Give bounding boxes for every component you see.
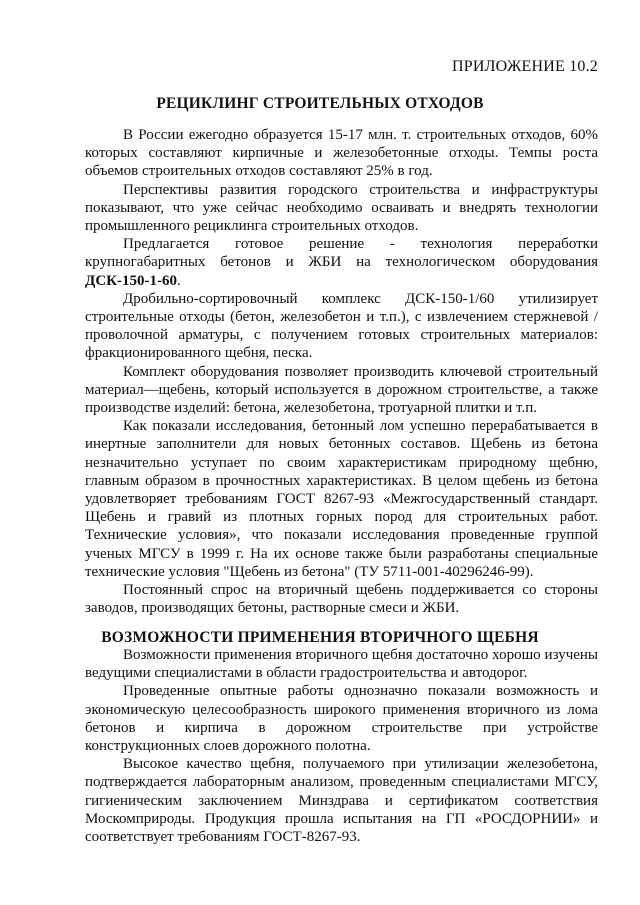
appendix-label: ПРИЛОЖЕНИЕ 10.2: [451, 58, 598, 75]
section-body-recycling: [85, 126, 598, 617]
paragraph: Проведенные опытные работы однозначно показали возможность и экономическую целесообразность широкого применения вторичного из лома бетонов и кирпича в дорожном строительстве при устройстве конструкционных слоев дорожного полотна.: [85, 683, 598, 755]
paragraph: Как показали исследования, бетонный лом успешно перерабатывается в инертные заполнители для новых бетонных составов. Щебень из бетона незначительно уступает по своим характеристикам природному щебню, главным образом в прочностных характеристиках. В целом щебень из бетона удовлетворяет требованиям ГОСТ 8267-93 «Межгосударственный стандарт. Щебень и гравий из плотных горных пород для строительных работ. Технические условия», что показали исследования проведенные группой ученых МГСУ в 1999 г. На их основе также были разработаны специальные технические условия "Щебень из бетона" (ТУ 5711-001-40296246-99).: [85, 418, 598, 580]
equipment-model: ДСК-150-1-60: [85, 272, 178, 289]
paragraph: [85, 235, 598, 290]
paragraph-text: .: [177, 272, 181, 289]
paragraph: Высокое качество щебня, получаемого при утилизации железобетона, подтверждается лабораторным анализом, проведенным специалистами МГСУ, гигиеническим заключением Минздрава и сертификатом соответствия Москомприроды. Продукция прошла испытания на ГП «РОСДОРНИИ» и соответствует требованиям ГОСТ-8267-93.: [85, 756, 598, 846]
paragraph: Перспективы развития городского строительства и инфраструктуры показывают, что уже сейчас необходимо осваивать и внедрять технологии промышленного рециклинга строительных отходов.: [85, 181, 598, 235]
paragraph-text: Предлагается готовое решение - технология переработки крупногабаритных бетонов и ЖБИ на технологическом оборудования: [85, 236, 598, 271]
paragraph: Дробильно-сортировочный комплекс ДСК-150-1/60 утилизирует строительные отходы (бетон, железобетон и т.п.), с извлечением стержневой /проволочной арматуры, с получением готовых строительных материалов: фракционированного щебня, песка.: [85, 290, 598, 362]
section-title-recycling: РЕЦИКЛИНГ СТРОИТЕЛЬНЫХ ОТХОДОВ: [156, 95, 484, 112]
paragraph: Возможности применения вторичного щебня достаточно хорошо изучены ведущими специалистами в области градостроительства и автодорог.: [85, 647, 598, 682]
paragraph: Комплект оборудования позволяет производить ключевой строительный материал—щебень, который используется в дорожном строительстве, а также производстве изделий: бетона, железобетона, тротуарной плитки и т.п.: [85, 363, 598, 417]
section-title-secondary-gravel: ВОЗМОЖНОСТИ ПРИМЕНЕНИЯ ВТОРИЧНОГО ЩЕБНЯ: [101, 629, 539, 646]
paragraph: В России ежегодно образуется 15-17 млн. т. строительных отходов, 60% которых составляют кирпичные и железобетонные отходы. Темпы роста объемов строительных отходов составляют 25% в год.: [85, 127, 598, 180]
paragraph: Постоянный спрос на вторичный щебень поддерживается со стороны заводов, производящих бетоны, растворные смеси и ЖБИ.: [85, 582, 598, 617]
section-body-secondary-gravel: [85, 646, 598, 846]
